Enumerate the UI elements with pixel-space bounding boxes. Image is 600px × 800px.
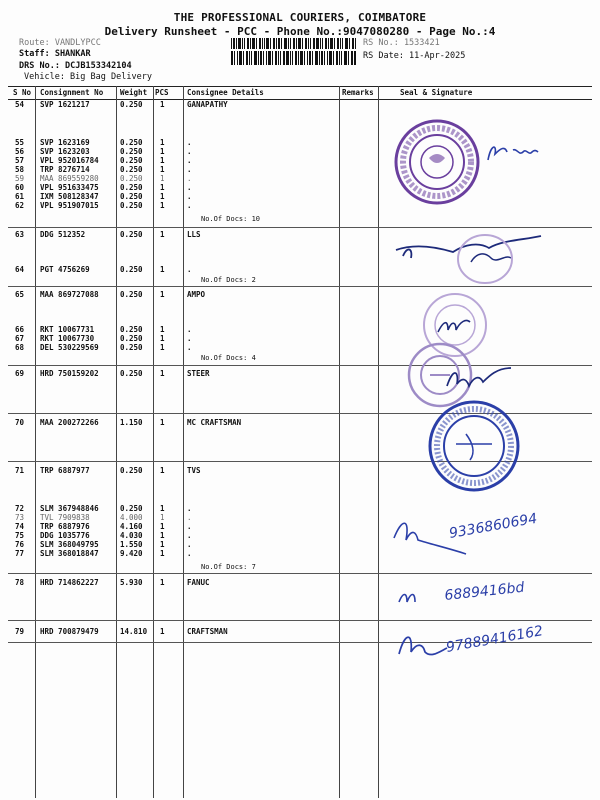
cell-pcs: 1 xyxy=(160,531,165,540)
cell-pcs: 1 xyxy=(160,540,165,549)
cell-weight: 0.250 xyxy=(120,290,143,299)
cell-consignee: . xyxy=(187,183,192,192)
cell-weight: 0.250 xyxy=(120,466,143,475)
cell-consignee: . xyxy=(187,513,192,522)
cell-weight: 0.250 xyxy=(120,230,143,239)
cell-sno: 70 xyxy=(15,418,25,427)
cell-weight: 1.150 xyxy=(120,418,143,427)
barcode-top xyxy=(231,38,356,49)
col-rule xyxy=(116,86,117,798)
runsheet-subtitle: Delivery Runsheet - PCC - Phone No.:9047080280 - Page No.:4 xyxy=(104,25,496,38)
cell-consignee: CRAFTSMAN xyxy=(187,627,228,636)
cell-weight: 5.930 xyxy=(120,578,143,587)
svg-text:6889416bd: 6889416bd xyxy=(443,579,526,604)
col-remarks: Remarks xyxy=(342,88,374,97)
company-seal-stamp xyxy=(426,398,522,494)
cell-weight: 0.250 xyxy=(120,174,143,183)
cell-consignment: RKT 10067730 xyxy=(40,334,95,343)
col-pcs: PCS xyxy=(155,88,169,97)
cell-pcs: 1 xyxy=(160,201,165,210)
cell-pcs: 1 xyxy=(160,466,165,475)
cell-pcs: 1 xyxy=(160,265,165,274)
cell-consignee: . xyxy=(187,147,192,156)
cell-consignment: SLM 367948846 xyxy=(40,504,99,513)
cell-consignee: . xyxy=(187,265,192,274)
cell-pcs: 1 xyxy=(160,165,165,174)
cell-consignment: SLM 368049795 xyxy=(40,540,99,549)
handwritten-phone-2 xyxy=(395,572,555,616)
cell-pcs: 1 xyxy=(160,334,165,343)
col-rule xyxy=(35,86,36,798)
cell-sno: 67 xyxy=(15,334,25,343)
handwritten-phone-1 xyxy=(390,508,590,558)
cell-weight: 4.030 xyxy=(120,531,143,540)
cell-pcs: 1 xyxy=(160,627,165,636)
cell-sno: 54 xyxy=(15,100,25,109)
cell-consignment: TVL 7909838 xyxy=(40,513,90,522)
cell-weight: 0.250 xyxy=(120,504,143,513)
group-separator xyxy=(8,286,592,287)
cell-weight: 0.250 xyxy=(120,156,143,165)
col-rule xyxy=(153,86,154,798)
faint-seal-stamp xyxy=(455,232,515,287)
cell-pcs: 1 xyxy=(160,522,165,531)
signature-scribble xyxy=(485,140,540,165)
cell-consignee: STEER xyxy=(187,369,210,378)
cell-sno: 60 xyxy=(15,183,25,192)
cell-consignment: TRP 8276714 xyxy=(40,165,90,174)
cell-weight: 4.160 xyxy=(120,522,143,531)
cell-sno: 77 xyxy=(15,549,25,558)
col-rule xyxy=(183,86,184,798)
cell-consignment: MAA 869727088 xyxy=(40,290,99,299)
route-label: Route: VANDLYPCC xyxy=(19,38,101,48)
group-separator xyxy=(8,227,592,228)
cell-consignee: . xyxy=(187,325,192,334)
cell-weight: 0.250 xyxy=(120,183,143,192)
cell-sno: 58 xyxy=(15,165,25,174)
cell-consignee: TVS xyxy=(187,466,201,475)
cell-consignee: LLS xyxy=(187,230,201,239)
cell-consignment: HRD 714862227 xyxy=(40,578,99,587)
doc-count: No.Of Docs: 7 xyxy=(201,563,256,571)
cell-consignee: . xyxy=(187,531,192,540)
svg-text:9336860694: 9336860694 xyxy=(447,510,539,542)
col-consignment: Consignment No xyxy=(40,88,104,97)
cell-pcs: 1 xyxy=(160,100,165,109)
cell-consignee: . xyxy=(187,504,192,513)
cell-weight: 14.810 xyxy=(120,627,148,636)
cell-weight: 0.250 xyxy=(120,165,143,174)
cell-consignee: GANAPATHY xyxy=(187,100,228,109)
cell-consignment: VPL 951907015 xyxy=(40,201,99,210)
cell-sno: 64 xyxy=(15,265,25,274)
cell-consignment: DDG 1035776 xyxy=(40,531,90,540)
cell-weight: 0.250 xyxy=(120,138,143,147)
cell-consignee: . xyxy=(187,343,192,352)
cell-consignment: SVP 1621217 xyxy=(40,100,90,109)
signature-scribble xyxy=(445,362,515,394)
handwritten-phone-3 xyxy=(395,618,585,668)
cell-sno: 65 xyxy=(15,290,25,299)
cell-consignment: MAA 200272266 xyxy=(40,418,99,427)
cell-sno: 79 xyxy=(15,627,25,636)
col-consignee: Consignee Details xyxy=(187,88,264,97)
cell-consignee: . xyxy=(187,549,192,558)
rs-number: RS No.: 1533421 xyxy=(363,38,440,48)
doc-count: No.Of Docs: 4 xyxy=(201,354,256,362)
col-rule xyxy=(339,86,340,798)
cell-sno: 72 xyxy=(15,504,25,513)
doc-count: No.Of Docs: 10 xyxy=(201,215,261,223)
table-header xyxy=(8,86,592,100)
cell-pcs: 1 xyxy=(160,513,165,522)
cell-sno: 66 xyxy=(15,325,25,334)
cell-pcs: 1 xyxy=(160,578,165,587)
cell-sno: 68 xyxy=(15,343,25,352)
cell-sno: 75 xyxy=(15,531,25,540)
cell-consignment: VPL 951633475 xyxy=(40,183,99,192)
cell-weight: 4.000 xyxy=(120,513,143,522)
col-rule xyxy=(378,86,379,798)
cell-sno: 59 xyxy=(15,174,25,183)
cell-consignee: MC CRAFTSMAN xyxy=(187,418,242,427)
cell-consignment: SVP 1623203 xyxy=(40,147,90,156)
cell-consignee: . xyxy=(187,138,192,147)
cell-pcs: 1 xyxy=(160,418,165,427)
vehicle-label: Vehicle: Big Bag Delivery xyxy=(24,72,152,82)
cell-pcs: 1 xyxy=(160,504,165,513)
cell-weight: 0.250 xyxy=(120,147,143,156)
cell-consignment: MAA 869559280 xyxy=(40,174,99,183)
cell-pcs: 1 xyxy=(160,325,165,334)
cell-sno: 61 xyxy=(15,192,25,201)
col-weight: Weight xyxy=(120,88,148,97)
cell-consignment: SVP 1623169 xyxy=(40,138,90,147)
cell-weight: 0.250 xyxy=(120,325,143,334)
cell-consignment: IXM 508128347 xyxy=(40,192,99,201)
staff-label: Staff: SHANKAR xyxy=(19,49,91,59)
cell-sno: 57 xyxy=(15,156,25,165)
cell-weight: 9.420 xyxy=(120,549,143,558)
cell-consignee: . xyxy=(187,540,192,549)
cell-weight: 0.250 xyxy=(120,334,143,343)
cell-weight: 0.250 xyxy=(120,201,143,210)
cell-pcs: 1 xyxy=(160,156,165,165)
cell-sno: 71 xyxy=(15,466,25,475)
cell-consignee: FANUC xyxy=(187,578,210,587)
cell-pcs: 1 xyxy=(160,138,165,147)
cell-sno: 74 xyxy=(15,522,25,531)
cell-pcs: 1 xyxy=(160,549,165,558)
cell-sno: 62 xyxy=(15,201,25,210)
cell-weight: 0.250 xyxy=(120,192,143,201)
cell-consignment: RKT 10067731 xyxy=(40,325,95,334)
col-seal: Seal & Signature xyxy=(400,88,473,97)
cell-consignment: DEL 530229569 xyxy=(40,343,99,352)
cell-weight: 0.250 xyxy=(120,100,143,109)
cell-weight: 0.250 xyxy=(120,369,143,378)
cell-sno: 55 xyxy=(15,138,25,147)
cell-sno: 73 xyxy=(15,513,25,522)
col-sno: S No xyxy=(13,88,32,97)
doc-count: No.Of Docs: 2 xyxy=(201,276,256,284)
cell-pcs: 1 xyxy=(160,183,165,192)
cell-pcs: 1 xyxy=(160,290,165,299)
cell-sno: 69 xyxy=(15,369,25,378)
cell-consignee: . xyxy=(187,334,192,343)
cell-sno: 78 xyxy=(15,578,25,587)
cell-pcs: 1 xyxy=(160,174,165,183)
cell-consignee: . xyxy=(187,201,192,210)
barcode-bottom xyxy=(231,51,356,65)
company-title: THE PROFESSIONAL COURIERS, COIMBATORE xyxy=(173,11,427,24)
cell-weight: 0.250 xyxy=(120,343,143,352)
cell-pcs: 1 xyxy=(160,343,165,352)
cell-pcs: 1 xyxy=(160,147,165,156)
cell-consignment: DDG 512352 xyxy=(40,230,86,239)
company-seal-stamp xyxy=(393,118,481,206)
cell-consignment: PGT 4756269 xyxy=(40,265,90,274)
cell-weight: 0.250 xyxy=(120,265,143,274)
cell-sno: 56 xyxy=(15,147,25,156)
cell-consignee: . xyxy=(187,192,192,201)
svg-text:97889416162: 97889416162 xyxy=(444,623,545,656)
cell-pcs: 1 xyxy=(160,369,165,378)
cell-consignee: . xyxy=(187,156,192,165)
signature-scribble xyxy=(436,312,476,340)
cell-sno: 63 xyxy=(15,230,25,239)
cell-consignee: . xyxy=(187,165,192,174)
cell-consignment: TRP 6887977 xyxy=(40,466,90,475)
cell-consignment: HRD 750159202 xyxy=(40,369,99,378)
cell-consignment: SLM 368018847 xyxy=(40,549,99,558)
cell-consignment: TRP 6887976 xyxy=(40,522,90,531)
cell-consignee: . xyxy=(187,522,192,531)
cell-consignee: . xyxy=(187,174,192,183)
cell-consignee: AMPO xyxy=(187,290,206,299)
rs-date: RS Date: 11-Apr-2025 xyxy=(363,51,466,61)
cell-sno: 76 xyxy=(15,540,25,549)
cell-pcs: 1 xyxy=(160,192,165,201)
cell-consignment: HRD 700879479 xyxy=(40,627,99,636)
drs-number: DRS No.: DCJB153342104 xyxy=(19,61,132,71)
cell-consignment: VPL 952016784 xyxy=(40,156,99,165)
cell-weight: 1.550 xyxy=(120,540,143,549)
cell-pcs: 1 xyxy=(160,230,165,239)
